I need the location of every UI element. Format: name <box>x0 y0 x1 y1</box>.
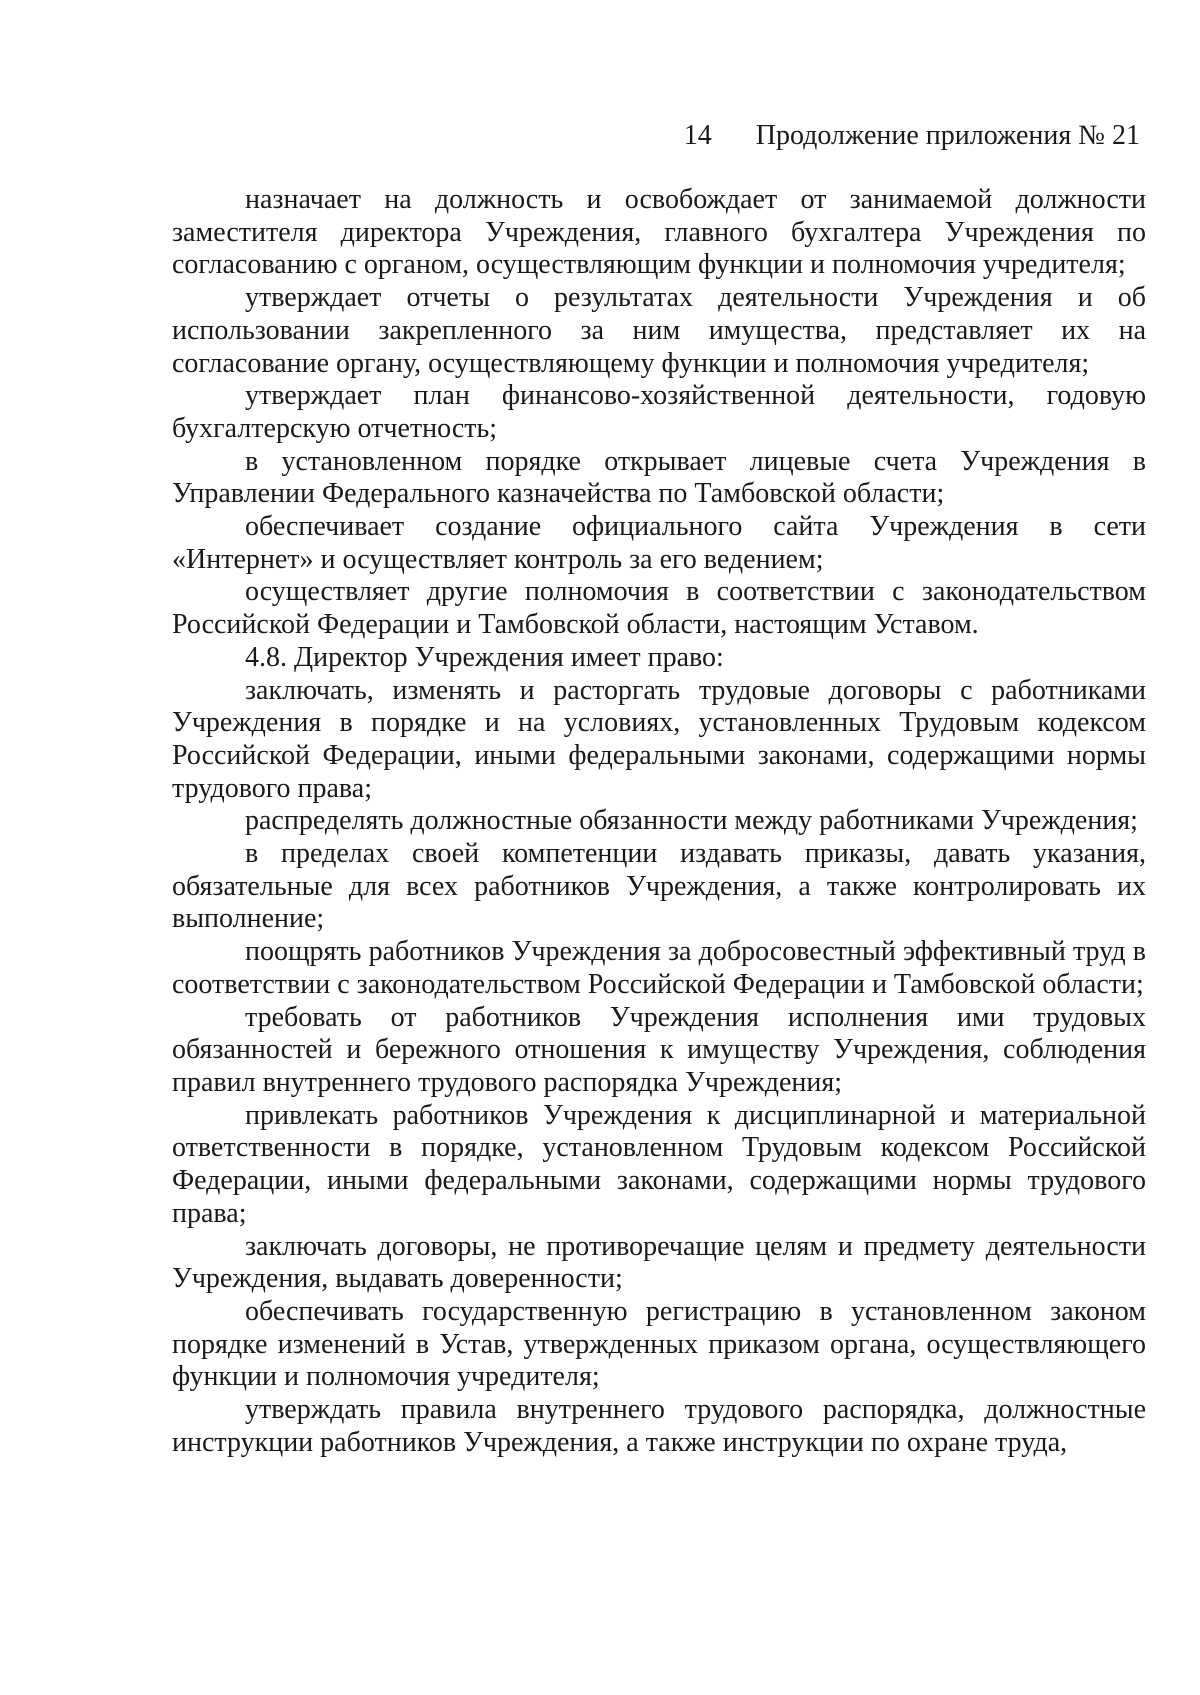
page-header <box>172 116 1140 156</box>
paragraph: в установленном порядке открывает лицевые счета Учреждения в Управлении Федерального казначейства по Тамбовской области; <box>172 445 1146 510</box>
paragraph: распределять должностные обязанности между работниками Учреждения; <box>245 805 1138 837</box>
paragraph: обеспечивает создание официального сайта Учреждения в сети «Интернет» и осуществляет контроль за его ведением; <box>172 511 1146 575</box>
page-number: 14 <box>683 120 712 151</box>
paragraph: утверждает план финансово-хозяйственной деятельности, годовую бухгалтерскую отчетность; <box>172 380 1146 444</box>
paragraph: в пределах своей компетенции издавать приказы, давать указания, обязательные для всех работников Учреждения, а также контролировать их выполнение; <box>172 838 1146 935</box>
paragraph: осуществляет другие полномочия в соответствии с законодательством Российской Федерации и Тамбовской области, настоящим Уставом. <box>172 576 1146 641</box>
paragraph: требовать от работников Учреждения исполнения ими трудовых обязанностей и бережного отношения к имуществу Учреждения, соблюдения правил внутреннего трудового распорядка Учреждения; <box>172 1001 1146 1098</box>
header-title: Продолжение приложения № 21 <box>755 120 1140 151</box>
paragraph: обеспечивать государственную регистрацию в установленном законом порядке изменений в Устав, утвержденных приказом органа, осуществляющего функции и полномочия учредителя; <box>172 1295 1146 1393</box>
paragraph: привлекать работников Учреждения к дисциплинарной и материальной ответственности в порядке, установленном Трудовым кодексом Российской Федерации, иными федеральными законами, содержащими нормы трудового права; <box>172 1099 1146 1229</box>
paragraph: поощрять работников Учреждения за добросовестный эффективный труд в соответствии с законодательством Российской Федерации и Тамбовской области; <box>172 936 1146 1000</box>
paragraph: утверждать правила внутреннего трудового распорядка, должностные инструкции работников Учреждения, а также инструкции по охране труда, <box>172 1394 1146 1458</box>
section-heading: 4.8. Директор Учреждения имеет право: <box>245 641 724 673</box>
document-body <box>172 184 1146 1459</box>
paragraph: заключать договоры, не противоречащие целям и предмету деятельности Учреждения, выдавать доверенности; <box>172 1230 1146 1295</box>
paragraph: утверждает отчеты о результатах деятельности Учреждения и об использовании закрепленного за ним имущества, представляет их на согласование органу, осуществляющему функции и полномочия учредителя; <box>172 282 1146 379</box>
paragraph: назначает на должность и освобождает от занимаемой должности заместителя директора Учреждения, главного бухгалтера Учреждения по согласованию с органом, осуществляющим функции и полномочия учредителя; <box>172 184 1146 281</box>
paragraph: заключать, изменять и расторгать трудовые договоры с работниками Учреждения в порядке и на условиях, установленных Трудовым кодексом Российской Федерации, иными федеральными законами, содержащими нормы трудового права; <box>172 674 1146 804</box>
